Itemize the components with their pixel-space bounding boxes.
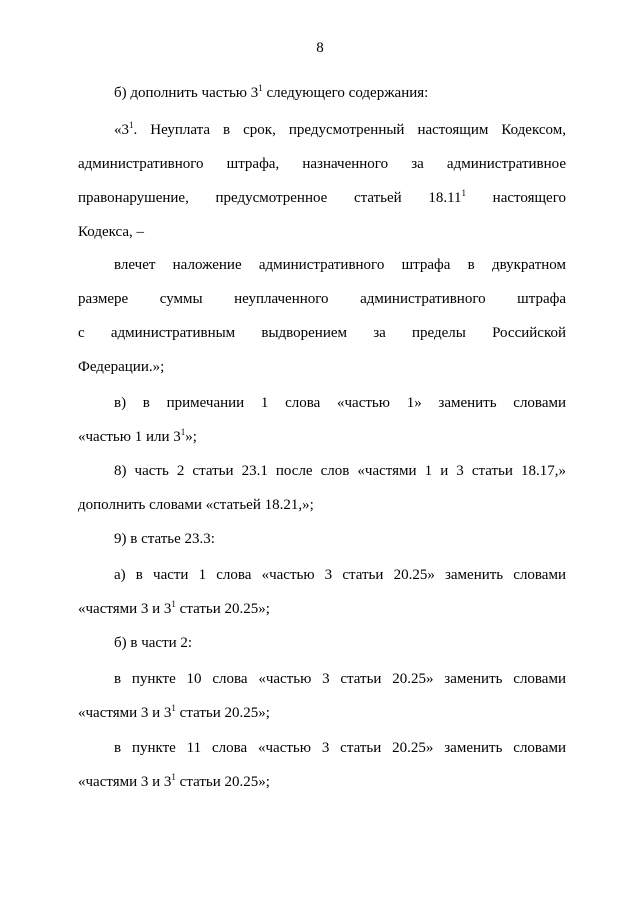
paragraph-penalty [78,248,566,384]
paragraph-a-part-1 [78,558,566,626]
paragraph-new-part-text [78,113,566,249]
text-line: 8) часть 2 статьи 23.1 после слов «частями 1 и 3 статьи 18.17,» [114,463,566,479]
text-line: в пункте 10 слова «частью 3 статьи 20.25» заменить словами [114,671,566,687]
text-line: с административным выдворением за пределы Российской [78,325,566,341]
paragraph-point-10 [78,662,566,730]
text-line: дополнить словами «статьей 18.21,»; [78,497,314,513]
text-line: «частями 3 и $3^1$ статьи 20.25»; [78,599,270,617]
text-line: б) дополнить частью $3^1$ следующего содержания: [114,83,429,101]
text-line: «частями 3 и $3^1$ статьи 20.25»; [78,703,270,721]
text-line: «частью 1 или $3^1$»; [78,427,197,445]
text-line: а) в части 1 слова «частью 3 статьи 20.25» заменить словами [114,567,566,583]
text-line: в) в примечании 1 слова «частью 1» заменить словами [114,395,566,411]
text-line: б) в части 2: [114,635,193,651]
text-line: размере суммы неуплаченного административного штрафа [78,291,566,307]
text-line: 9) в статье 23.3: [114,531,215,547]
text-line: административного штрафа, назначенного за административное [78,156,566,172]
paragraph-v-note [78,386,566,454]
text-line: Федерации.»; [78,359,165,375]
text-line: «частями 3 и $3^1$ статьи 20.25»; [78,772,270,790]
paragraph-b-part-2 [78,626,566,660]
text-line: «$3^1$. Неуплата в срок, предусмотренный настоящим Кодексом, [114,120,566,138]
paragraph-b-add-part [78,76,566,110]
text-line: в пункте 11 слова «частью 3 статьи 20.25» заменить словами [114,740,566,756]
text-line: влечет наложение административного штрафа в двукратном [114,257,566,273]
text-line: правонарушение, предусмотренное статьей 18.11$^1$ настоящего [78,188,566,206]
page-number: 8 [316,40,324,56]
paragraph-item-8 [78,454,566,522]
paragraph-point-11 [78,731,566,799]
paragraph-item-9 [78,522,566,556]
text-line: Кодекса, – [78,224,145,240]
